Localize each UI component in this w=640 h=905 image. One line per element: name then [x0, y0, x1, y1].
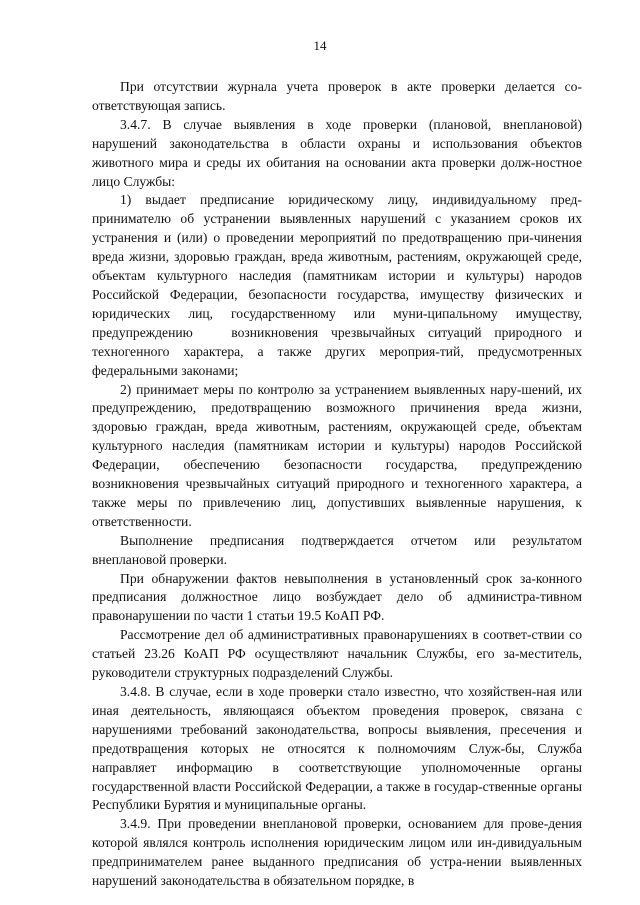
paragraph-journal-note: При отсутствии журнала учета проверок в акте проверки делается со-ответствующая запись. [92, 79, 582, 113]
paragraph-case-review: Рассмотрение дел об административных правонарушениях в соответ-ствии со статьей 23.26 КоАП РФ осуществляют начальник Службы, его за-меститель, руководители структурных подразделений Службы. [92, 627, 586, 681]
paragraph-item-2-control-measures: 2) принимает меры по контролю за устранением выявленных нару-шений, их предупреждению, предотвращению возможного причинения вреда жизни, здоровью граждан, вреда животным, растениям, окружающей среде, объектам культурного наследия (памятникам истории и культуры) народов Российской Федерации, обеспечению безопасности государства, предупреждению возникновения чрезвычайных ситуаций природного и техногенного характера, а также меры по привлечению лиц, допустивших выявленные нарушения, к ответственности. [92, 381, 586, 529]
paragraph-prescription-confirmation: Выполнение предписания подтверждается отчетом или результатом внеплановой проверки. [92, 532, 586, 567]
paragraph-item-1-prescription: 1) выдает предписание юридическому лицу, индивидуальному пред-принимателю об устранении выявленных нарушений с указанием сроков их устранения и (или) о проведении мероприятий по предотвращению при-чинения вреда жизни, здоровью граждан, вреда животным, растениям, окружающей среде, объектам культурного наследия (памятникам истории и культуры) народов Российской Федерации, безопасности государства, имуществу физических и юридических лиц, государственному или муни-ципальному имуществу, предупреждению возникновения чрезвычайных ситуаций природного и техногенного характера, а также других мероприя-тий, предусмотренных федеральными законами; [92, 192, 586, 378]
paragraph-3-4-7: 3.4.7. В случае выявления в ходе проверки (плановой, внеплановой) нарушений законодательства в области охраны и использования объектов животного мира и среды их обитания на основании акта проверки долж-ностное лицо Службы: [92, 116, 586, 189]
paragraph-3-4-8: 3.4.8. В случае, если в ходе проверки стало известно, что хозяйствен-ная или иная деятельность, являющаяся объектом проведения проверок, связана с нарушениями требований законодательства, вопросы выявления, пресечения и предотвращения которых не относятся к полномочиям Служ-бы, Служба направляет информацию в соответствующие уполномоченные органы государственной власти Российской Федерации, а также в государ-ственные органы Республики Бурятия и муниципальные органы. [92, 684, 586, 813]
page-number: 14 [313, 38, 327, 53]
paragraph-non-compliance: При обнаружении фактов невыполнения в установленный срок за-конного предписания должностное лицо возбуждает дело об администра-тивном правонарушении по части 1 статьи 19.5 КоАП РФ. [92, 570, 586, 624]
document-body [92, 78, 586, 891]
paragraph-3-4-9: 3.4.9. При проведении внеплановой проверки, основанием для прове-дения которой являлся контроль исполнения юридическим лицом или ин-дивидуальным предпринимателем ранее выданного предписания об устра-нении выявленных нарушений законодательства в обязательном порядке, в [92, 816, 586, 889]
